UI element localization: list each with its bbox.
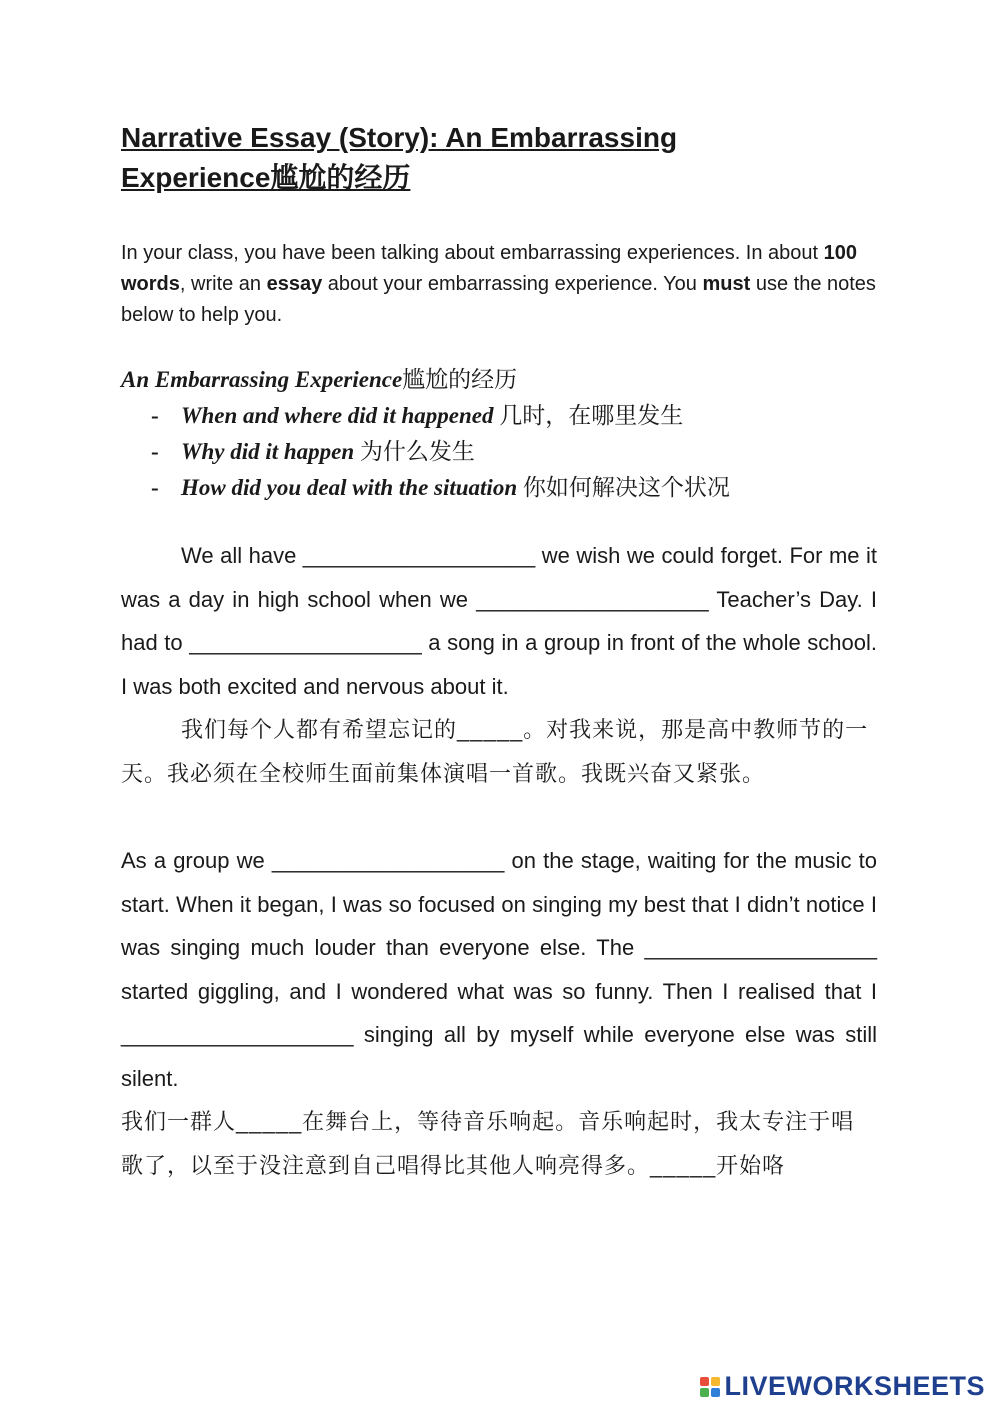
answer-blank[interactable]: ___________________ (476, 586, 709, 612)
answer-blank[interactable]: ___________________ (302, 543, 536, 568)
logo-text: LIVEWORKSHEETS (724, 1371, 985, 1401)
notes-title-cn: 尴尬的经历 (402, 367, 518, 392)
notes-list (121, 398, 877, 506)
notes-title (121, 362, 877, 398)
note-item (121, 398, 877, 434)
note-item (121, 434, 877, 470)
note-cn: 几时，在哪里发生 (493, 403, 684, 428)
bullet-dash: - (151, 439, 159, 464)
essay-paragraph-2 (121, 839, 877, 1100)
essay-text: a song in a group in front of the whole school. I was both excited and nervous about it. (121, 630, 877, 699)
notes-section (121, 362, 877, 506)
answer-blank[interactable]: ___________________ (271, 848, 505, 873)
essay-text: started giggling, and I wondered what was so funny. Then I realised that I (121, 978, 877, 1004)
liveworksheets-logo (700, 1371, 985, 1402)
instructions-text: about your embarrassing experience. You (322, 273, 703, 295)
essay-emphasis: essay (266, 273, 323, 295)
logo-square (711, 1388, 720, 1397)
note-en: When and where did it happened (181, 403, 494, 428)
essay-text: singing all by myself while everyone else was still silent. (121, 1022, 877, 1091)
title-line-2: Experience尴尬的经历 (121, 162, 411, 193)
essay-paragraph-1-cn: 我们每个人都有希望忘记的_____。对我来说，那是高中教师节的一天。我必须在全校师生面前集体演唱一首歌。我既兴奋又紧张。 (121, 717, 869, 786)
essay-text: As a group we (121, 848, 272, 873)
answer-blank[interactable]: ___________________ (121, 1022, 354, 1047)
instructions-text: In your class, you have been talking about embarrassing experiences. In about (121, 242, 824, 264)
notes-title-en: An Embarrassing Experience (121, 367, 403, 392)
note-en: Why did it happen (181, 439, 355, 464)
logo-square (711, 1377, 720, 1386)
must-emphasis: must (702, 273, 751, 295)
word-count-emphasis: 100 words (121, 242, 858, 295)
instructions-text: , write an (179, 273, 267, 295)
answer-blank[interactable]: ___________________ (189, 630, 422, 655)
bullet-dash: - (151, 403, 159, 428)
paragraph-gap (121, 795, 877, 839)
logo-square (700, 1377, 709, 1386)
note-en: How did you deal with the situation (181, 475, 518, 500)
logo-square (700, 1388, 709, 1397)
instructions (121, 238, 877, 331)
title-line-1: Narrative Essay (Story): An Embarrassing (121, 122, 678, 153)
note-item (121, 470, 877, 506)
worksheet-page (121, 118, 877, 1187)
essay-paragraph-2-cn: 我们一群人_____在舞台上，等待音乐响起。音乐响起时，我太专注于唱歌了，以至于没注意到自己唱得比其他人响亮得多。_____开始咯 (121, 1109, 855, 1178)
note-cn: 你如何解决这个状况 (517, 475, 730, 500)
answer-blank[interactable]: ___________________ (644, 935, 877, 960)
essay-text: we wish we could forget. For me it was a day in high school when we (121, 543, 877, 612)
essay-text: on the stage, waiting for the music to start. When it began, I was so focused on singing my best that I didn’t notice I was singing much louder than everyone else. The (121, 848, 878, 960)
essay-paragraph-1 (121, 534, 877, 708)
essay-text: Teacher’s Day. I had to (121, 586, 877, 655)
logo-mark-icon (700, 1377, 720, 1397)
essay-text: We all have (181, 543, 303, 568)
bullet-dash: - (151, 475, 159, 500)
note-cn: 为什么发生 (354, 439, 475, 464)
instructions-text: use the notes below to help you. (121, 273, 876, 326)
worksheet-title (121, 118, 877, 198)
